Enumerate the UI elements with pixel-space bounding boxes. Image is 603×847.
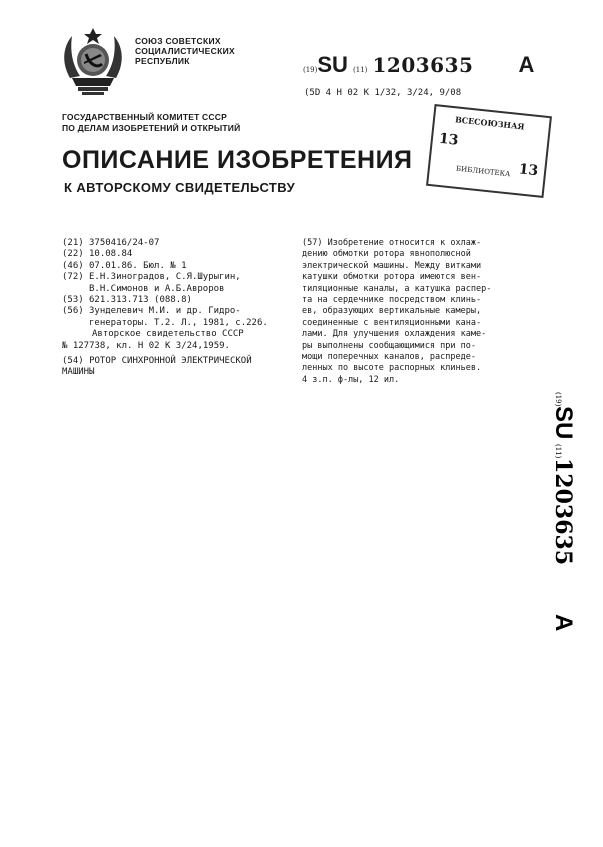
biblio-row (62, 284, 294, 295)
committee-name (62, 112, 240, 133)
biblio-value: Зунделевич М.И. и др. Гидро- (89, 306, 241, 317)
abstract-line: мощи поперечных каналов, распреде- (302, 352, 476, 363)
abstract-line: ев, образующих вертикальные камеры, (302, 306, 482, 317)
stamp-text: ВСЕСОЮЗНАЯ (454, 114, 526, 132)
abstract-line: та на сердечнике посредством клинь- (302, 295, 482, 306)
abstract-line: дению обмотки ротора явнополюсной (302, 249, 471, 260)
inid-code: (72) (62, 272, 84, 283)
abstract-line: лами. Для улучшения охлаждения каме- (302, 329, 487, 340)
stamp-text: БИБЛИОТЕКА (455, 164, 511, 179)
country-name (135, 36, 235, 66)
biblio-value: 07.01.86. Бюл. № 1 (89, 260, 187, 271)
side-country-code: SU (550, 406, 577, 440)
side-patent-digits: 1203635 (550, 458, 576, 566)
inid-code: (56) (62, 306, 84, 317)
biblio-value: генераторы. Т.2. Л., 1981, с.226. (89, 317, 268, 328)
side-patent-number (534, 392, 577, 642)
patent-number-block (303, 52, 534, 78)
country-line: СОЮЗ СОВЕТСКИХ (135, 36, 221, 46)
abstract-line: 4 з.п. ф-лы, 12 ил. (302, 374, 400, 385)
reference-line: № 127738, кл. Н 02 К 3/24,1959. (62, 340, 230, 351)
inid-code-11: (11) (353, 66, 368, 74)
abstract-line: ленных по высоте распорных клиньев. (302, 363, 482, 374)
invention-title: (54) РОТОР СИНХРОННОЙ ЭЛЕКТРИЧЕСКОЙ (62, 356, 252, 367)
library-stamp (426, 104, 552, 198)
biblio-row (62, 295, 294, 306)
abstract-line: катушки обмотки ротора имеются вен- (302, 272, 482, 283)
abstract-line: ры выполнены сообщающимися при по- (302, 340, 476, 351)
abstract-line: электрической машины. Между витками (302, 260, 482, 271)
side-document-kind: A (550, 614, 577, 632)
patent-number: 1203635 (372, 53, 474, 77)
abstract (302, 238, 530, 386)
document-kind: A (518, 52, 535, 77)
biblio-value: 621.313.713 (088.8) (89, 295, 192, 306)
country-line: РЕСПУБЛИК (135, 56, 190, 66)
committee-line: ГОСУДАРСТВЕННЫЙ КОМИТЕТ СССР (62, 112, 227, 122)
biblio-row (62, 318, 294, 329)
biblio-row (62, 238, 294, 249)
biblio-row (62, 261, 294, 272)
bibliographic-data (62, 238, 294, 379)
side-inid-11: (11) (554, 444, 562, 459)
inid-code: (21) (62, 238, 84, 248)
document-title: ОПИСАНИЕ ИЗОБРЕТЕНИЯ (62, 146, 413, 174)
inid-code: (22) (62, 249, 84, 260)
inid-code: (46) (62, 260, 84, 271)
invention-title: МАШИНЫ (62, 367, 95, 378)
reference-line: Авторское свидетельство СССР (92, 329, 244, 340)
abstract-line: (57) Изобретение относится к охлаж- (302, 238, 482, 248)
side-inid-19: (19) (554, 392, 562, 407)
committee-line: ПО ДЕЛАМ ИЗОБРЕТЕНИЙ И ОТКРЫТИЙ (62, 122, 241, 133)
biblio-row (62, 272, 294, 283)
biblio-value: Е.Н.Зиноградов, С.Я.Шурыгин, (89, 272, 241, 283)
ipc-classification: (5D 4 Н 02 К 1/32, 3/24, 9/08 (304, 88, 462, 98)
stamp-number: 13 (517, 161, 539, 180)
abstract-line: соединенные с вентиляционными кана- (302, 317, 482, 328)
ussr-emblem (60, 20, 126, 100)
stamp-number: 13 (438, 130, 460, 149)
biblio-value: В.Н.Симонов и А.Б.Авроров (89, 283, 225, 294)
biblio-value: 10.08.84 (89, 249, 133, 260)
abstract-line: тиляционные каналы, а катушка распер- (302, 283, 492, 294)
country-line: СОЦИАЛИСТИЧЕСКИХ (135, 46, 235, 56)
country-code: SU (317, 52, 348, 77)
document-subtitle: К АВТОРСКОМУ СВИДЕТЕЛЬСТВУ (64, 180, 296, 195)
inid-code (62, 318, 89, 329)
biblio-row (62, 306, 294, 317)
biblio-row (62, 249, 294, 260)
inid-code-19: (19) (303, 66, 318, 74)
inid-code: (53) (62, 295, 84, 306)
biblio-value: 3750416/24-07 (89, 238, 160, 248)
inid-code (62, 284, 89, 295)
